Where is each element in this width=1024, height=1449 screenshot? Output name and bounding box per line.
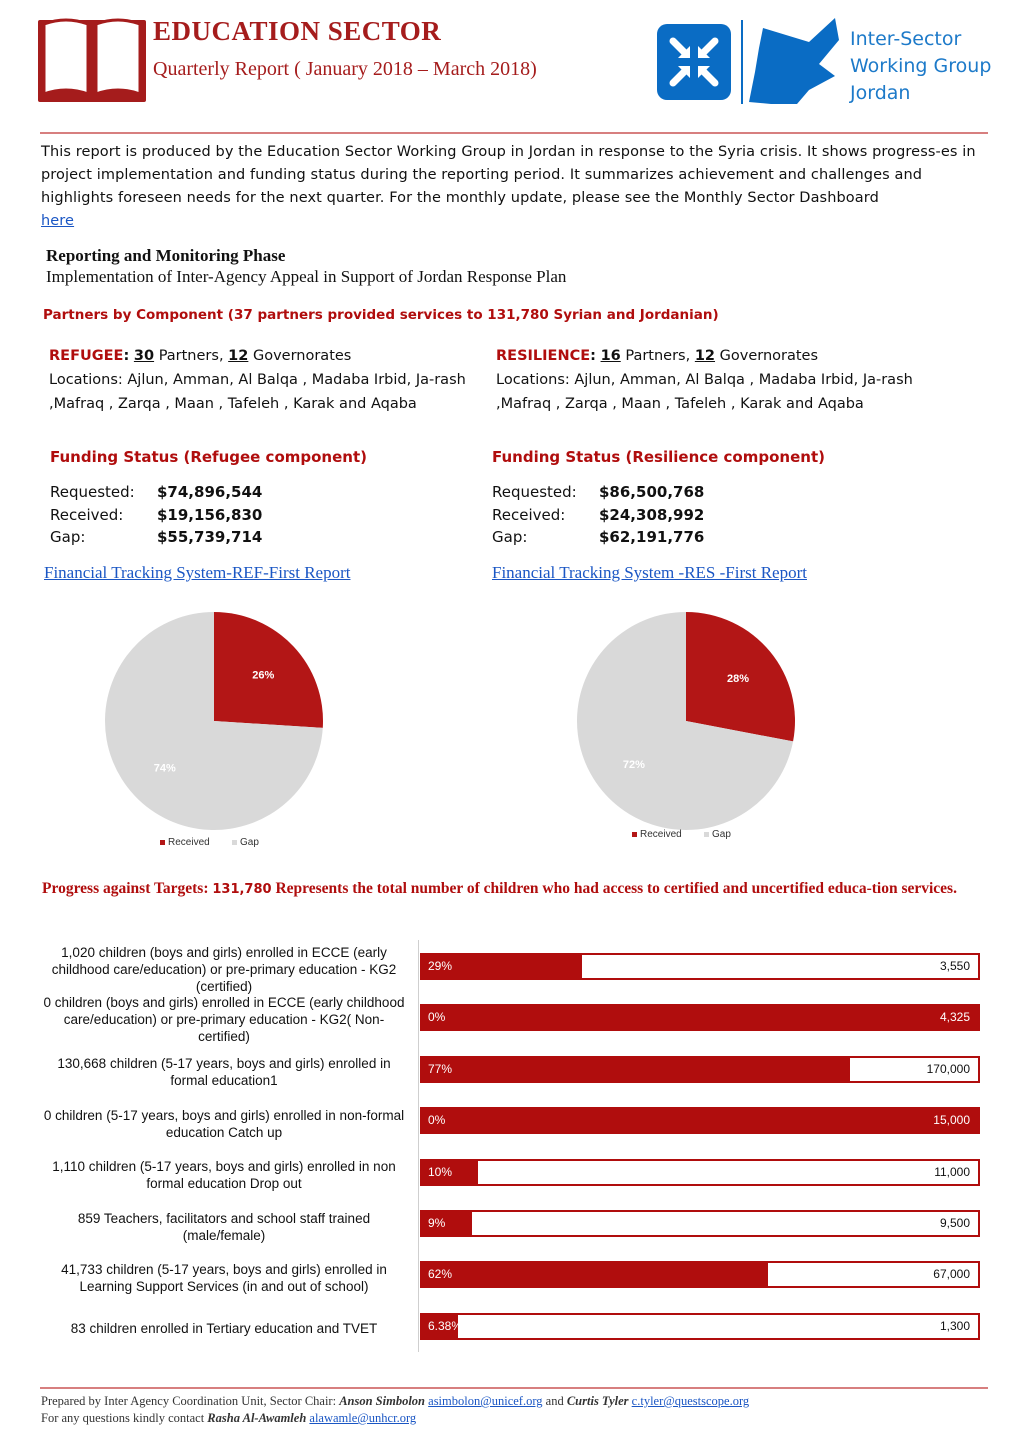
resilience-locations: Locations: Ajlun, Amman, Al Balqa , Madaba Irbid, Ja-rash ,Mafraq , Zarqa , Maan , Tafeleh , Karak and Aqaba [496,372,913,412]
bar-label: 83 children enrolled in Tertiary education and TVET [70,1321,378,1336]
bar-percent: 0% [428,1010,446,1025]
resilience-partners-word: Partners, [625,348,691,364]
bar-percent: 9% [428,1216,446,1230]
refugee-received-value: $19,156,830 [157,505,263,524]
refugee-fts-link[interactable]: Financial Tracking System-REF-First Report [44,563,351,582]
bar-label: 1,020 children (boys and girls) enrolled in ECCE (early childhood care/education) or pre-primary education - KG2 (certified) [51,945,397,994]
jordan-map-icon [749,18,839,104]
bar-track [420,1210,980,1237]
refugee-locations: Locations: Ajlun, Amman, Al Balqa , Madaba Irbid, Ja-rash ,Mafraq , Zarqa , Maan , Tafeleh , Karak and Aqaba [49,372,466,412]
footer [41,1393,749,1427]
bar-target: 3,550 [939,959,970,973]
isw-logo-text [850,26,991,107]
bar-fill [422,1006,978,1029]
resilience-pie-label-received: 28% [727,672,750,685]
unhcr-logo-icon [657,24,731,100]
footer-contact: Rasha Al-Awamleh [207,1411,307,1425]
bar-target: 4,325 [939,1010,970,1025]
bar-label: 1,110 children (5-17 years, boys and girls) enrolled in non formal education Drop out [52,1159,396,1191]
refugee-governorates-word: Governorates [252,348,352,364]
refugee-funding-pie-chart [100,612,330,857]
bar-percent: 6.38% [428,1318,463,1333]
footer-contact-email[interactable]: alawamle@unhcr.org [309,1411,417,1425]
refugee-requested-value: $74,896,544 [157,483,263,501]
refugee-received-label: Received: [50,505,124,524]
refugee-funding-title: Funding Status (Refugee component) [50,448,367,466]
bar-label: 0 children (5-17 years, boys and girls) enrolled in non-formal education Catch up [43,1108,405,1140]
refugee-pie-label-received: 26% [252,669,275,682]
footer-chair2-email[interactable]: c.tyler@questscope.org [631,1394,750,1408]
bar-label: 130,668 children (5-17 years, boys and girls) enrolled in formal education1 [57,1056,391,1088]
bar-percent: 0% [428,1113,446,1128]
resilience-funding-table [492,481,704,549]
bar-label: 41,733 children (5-17 years, boys and girls) enrolled in Learning Support Services (in and out of school) [61,1262,387,1294]
intro-paragraph [41,141,987,233]
phase-subtitle: Implementation of Inter-Agency Appeal in Support of Jordan Response Plan [46,267,567,286]
refugee-governorates-count: 12 [228,348,249,364]
logo-line-2: Working Group [850,55,992,77]
refugee-requested-label: Requested: [50,483,135,501]
resilience-received-value: $24,308,992 [599,505,705,524]
page-title: EDUCATION SECTOR [153,16,442,46]
refugee-pie-legend-received: Received [168,837,210,848]
resilience-gap-value: $62,191,776 [599,528,705,546]
refugee-pie-legend-gap: Gap [240,837,259,848]
bar-target: 1,300 [939,1318,970,1333]
progress-total: 131,780 [212,882,272,897]
refugee-pie-legend-swatch-gap [232,840,237,845]
progress-title-text: Represents the total number of children who had access to certified and uncertified educa-tion services. [275,880,957,897]
bar-fill [422,1109,978,1132]
progress-title [42,877,982,901]
refugee-partners-word: Partners, [158,348,224,364]
top-divider [40,132,988,134]
resilience-fts-link[interactable]: Financial Tracking System -RES -First Report [492,563,807,582]
footer-contact-lead: For any questions kindly contact [41,1411,205,1425]
bar-fill [422,1058,850,1081]
bar-fill [422,1263,768,1286]
bar-label: 0 children (boys and girls) enrolled in ECCE (early childhood care/education) or pre-primary education - KG2( Non-certified) [43,995,405,1044]
bar-target: 9,500 [939,1216,970,1230]
bars-axis-line [418,940,419,1352]
resilience-partners-count: 16 [600,348,621,364]
resilience-pie-legend-gap: Gap [712,829,731,840]
refugee-component: REFUGEE: 30 Partners, 12 Governorates Locations: Ajlun, Amman, Al Balqa , Madaba Irbid, Ja-rash ,Mafraq , Zarqa , Maan , Tafeleh , Karak and Aqaba [49,344,489,416]
bar-track [420,1004,980,1031]
bar-label: 859 Teachers, facilitators and school staff trained (male/female) [77,1211,371,1243]
footer-chair1-email[interactable]: asimbolon@unicef.org [428,1394,543,1408]
bar-track [420,1159,980,1186]
bar-percent: 77% [428,1061,453,1076]
resilience-governorates-count: 12 [694,348,716,364]
resilience-requested-label: Requested: [492,483,577,501]
refugee-gap-label: Gap: [50,528,86,546]
partners-heading: Partners by Component (37 partners provided services to 131,780 Syrian and Jordanian) [43,307,719,323]
logo-line-1: Inter-Sector [850,28,962,50]
refugee-pie-legend-swatch-received [160,840,165,845]
intro-text: This report is produced by the Education Sector Working Group in Jordan in response to the Syria crisis. It shows progress-es in project implementation and funding status during the reporting period. It summarizes achievement and challenges and highlights foreseen needs for the next quarter. For the monthly update, please see the Monthly Sector Dashboard [41,144,976,206]
logo-line-3: Jordan [850,82,911,104]
bar-percent: 29% [428,959,453,973]
refugee-pie-label-gap: 74% [153,762,176,775]
bar-percent: 62% [428,1267,453,1282]
refugee-funding-table [50,481,262,549]
phase-title: Reporting and Monitoring Phase [46,246,286,265]
bar-target: 67,000 [933,1267,970,1282]
resilience-governorates-word: Governorates [719,348,819,364]
footer-prepared: Prepared by Inter Agency Coordination Unit, Sector Chair: [41,1394,337,1408]
resilience-pie-legend-swatch-received [632,832,637,837]
resilience-gap-label: Gap: [492,528,528,546]
refugee-partners-count: 30 [133,348,155,364]
bar-track [420,1261,980,1288]
resilience-requested-value: $86,500,768 [599,483,705,501]
logo-divider [741,20,743,104]
bar-percent: 10% [428,1164,453,1179]
resilience-label: RESILIENCE [496,348,591,364]
resilience-funding-pie-chart [572,612,802,857]
footer-chair2: Curtis Tyler [566,1394,629,1408]
refugee-label: REFUGEE [49,348,124,364]
book-logo-icon [38,16,146,102]
page-subtitle: Quarterly Report ( January 2018 – March 2018) [153,58,537,80]
resilience-pie-legend-swatch-gap [704,832,709,837]
bar-target: 170,000 [926,1061,970,1076]
resilience-component: RESILIENCE: 16 Partners, 12 Governorates Locations: Ajlun, Amman, Al Balqa , Madaba Irbid, Ja-rash ,Mafraq , Zarqa , Maan , Tafeleh , Karak and Aqaba [496,344,936,416]
resilience-pie-label-gap: 72% [622,759,645,772]
resilience-funding-title: Funding Status (Resilience component) [492,448,825,466]
bottom-divider [40,1387,988,1389]
resilience-received-label: Received: [492,505,566,524]
dashboard-link[interactable]: here [41,213,75,229]
bar-track [420,1313,980,1340]
footer-chair1: Anson Simbolon [339,1394,426,1408]
progress-title-lead: Progress against Targets: [42,880,209,897]
resilience-pie-legend-received: Received [640,829,682,840]
footer-and: and [545,1394,564,1408]
refugee-gap-value: $55,739,714 [157,528,263,546]
bar-track [420,1107,980,1134]
bar-target: 11,000 [934,1164,970,1179]
bar-track [420,953,980,980]
bar-target: 15,000 [933,1113,970,1128]
bar-track [420,1056,980,1083]
